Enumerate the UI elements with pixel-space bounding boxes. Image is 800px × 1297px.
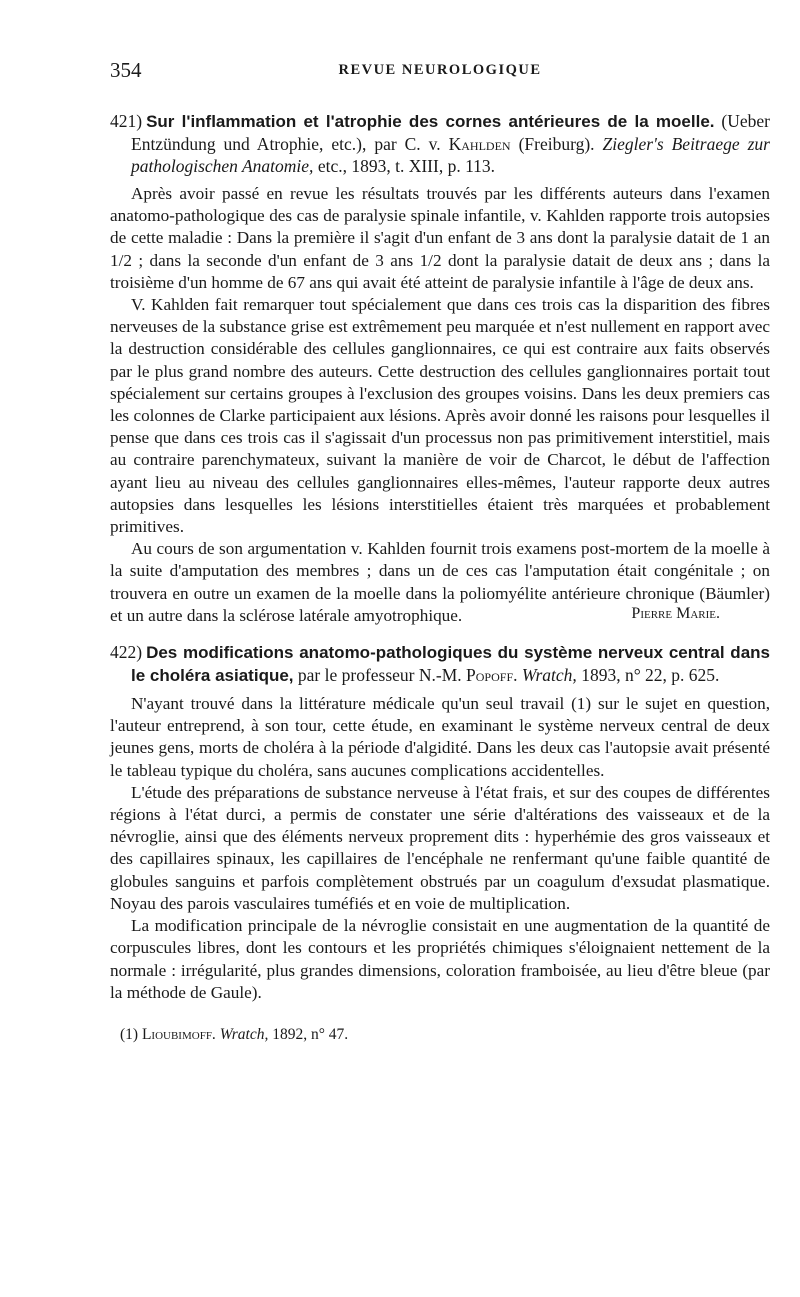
entry-heading (110, 641, 770, 687)
page (110, 58, 770, 1044)
page-number: 354 (110, 58, 142, 82)
entry-reference: etc., 1893, t. XIII, p. 113. (313, 156, 496, 176)
entry-reference: 1893, n° 22, p. 625. (576, 665, 720, 686)
running-head (110, 58, 770, 88)
footnote (110, 1026, 770, 1044)
signature: Pierre Marie. (631, 605, 720, 623)
paragraph: L'étude des préparations de substance nerveuse à l'état frais, et sur des coupes de différentes régions à l'état durci, a permis de constater une série d'altérations des vaisseaux et de la névroglie, ainsi que des éléments nerveux proprement dits : hyperhémie des gros vaisseaux et des capillaires spinaux, les capillaires de l'encéphale ne renfermant qu'une faible quantité de globules sanguins et parfois complètement obstrués par un coagulum d'exsudat plasmatique. Noyau des parois vasculaires tuméfiés et en voie de multiplication. (110, 782, 770, 913)
footnote-author: Lioubimoff. (141, 1025, 216, 1043)
footnote-marker: (1) (120, 1025, 139, 1043)
paragraph: Au cours de son argumentation v. Kahlden fournit trois examens post-mortem de la moelle à la suite d'amputation des membres ; dans un de ces cas l'amputation était congénitale ; on trouvera en outre un examen de la moelle dans la poliomyélite antérieure chronique (Bäumler) et un autre dans la sclérose latérale amyotrophique. (110, 539, 770, 625)
entry-subtitle: par le professeur N.-M. (293, 665, 467, 686)
paragraph: N'ayant trouvé dans la littérature médicale qu'un seul travail (1) sur le sujet en question, l'auteur entreprend, à son tour, cette étude, en examinant le système nerveux central de deux jeunes gens, morts de choléra à la période d'algidité. Dans les deux cas l'autopsie avait présenté le tableau typique du choléra, sans aucunes complications accidentelles. (110, 694, 770, 780)
entry-journal: Wratch, (521, 665, 577, 686)
entry-author: Kahlden (448, 134, 511, 154)
entry-title: Sur l'inflammation et l'atrophie des cornes antérieures de la moelle. (146, 112, 715, 131)
entry-after-author: (Freiburg). (510, 134, 603, 154)
entry-author: Popoff. (466, 665, 518, 686)
entry-title: Des modifications anatomo-pathologiques du système nerveux central dans le choléra asiatique, (131, 643, 770, 686)
entry-number: 421) (110, 111, 143, 131)
paragraph: Après avoir passé en revue les résultats trouvés par les différents auteurs dans l'examen anatomo-pathologique des cas de paralysie spinale infantile, v. Kahlden rapporte trois autopsies de cette maladie : Dans la première il s'agit d'un enfant de 3 ans dont la paralysie datait de 1 an 1/2 ; dans la seconde d'un enfant de 3 ans 1/2 dont la paralysie datait de deux ans ; dans la troisième d'un homme de 67 ans qui avait été atteint de paralysie infantile à l'âge de deux ans. (110, 184, 770, 292)
entry-422 (110, 641, 770, 1004)
entry-number: 422) (110, 642, 143, 663)
paragraph: La modification principale de la névroglie consistait en une augmentation de la quantité de corpuscules libres, dont les contours et les propriétés chimiques s'éloignaient nettement de la normale : irrégularité, plus grandes dimensions, coloration framboisée, au lieu d'être bleue (par la méthode de Gaule). (110, 916, 770, 1002)
entry-421 (110, 110, 770, 623)
journal-title: REVUE NEUROLOGIQUE (338, 62, 542, 78)
paragraph: V. Kahlden fait remarquer tout spécialement que dans ces trois cas la disparition des fibres nerveuses de la substance grise est extrêmement peu marquée et n'est nullement en rapport avec la destruction considérable des cellules ganglionnaires, ce qui est contraire aux faits observés par le plus grand nombre des auteurs. Cette destruction des cellules ganglionnaires portait tout spécialement sur certains groupes à l'exclusion des groupes voisins. Dans les deux premiers cas les colonnes de Clarke participaient aux lésions. Après avoir donné les raisons pour lesquelles il pense que dans ces trois cas il s'agissait d'un processus non pas primitivement interstitiel, mais au contraire parenchymateux, suivant la manière de voir de Charcot, le début de l'affection ayant lieu au niveau des cellules ganglionnaires elles-mêmes, l'auteur rapporte deux autres autopsies dans lesquelles les lésions interstitielles étaient très marquées et probablement primitives. (110, 295, 770, 537)
entry-heading (110, 110, 770, 177)
footnote-journal: Wratch, (219, 1025, 269, 1043)
entry-subtitle: (Ueber Entzündung und Atrophie, etc.), par C. v. (131, 111, 771, 154)
entry-journal: Ziegler's Beitraege zur pathologischen Anatomie, (131, 134, 770, 176)
footnote-reference: 1892, n° 47. (268, 1025, 349, 1043)
